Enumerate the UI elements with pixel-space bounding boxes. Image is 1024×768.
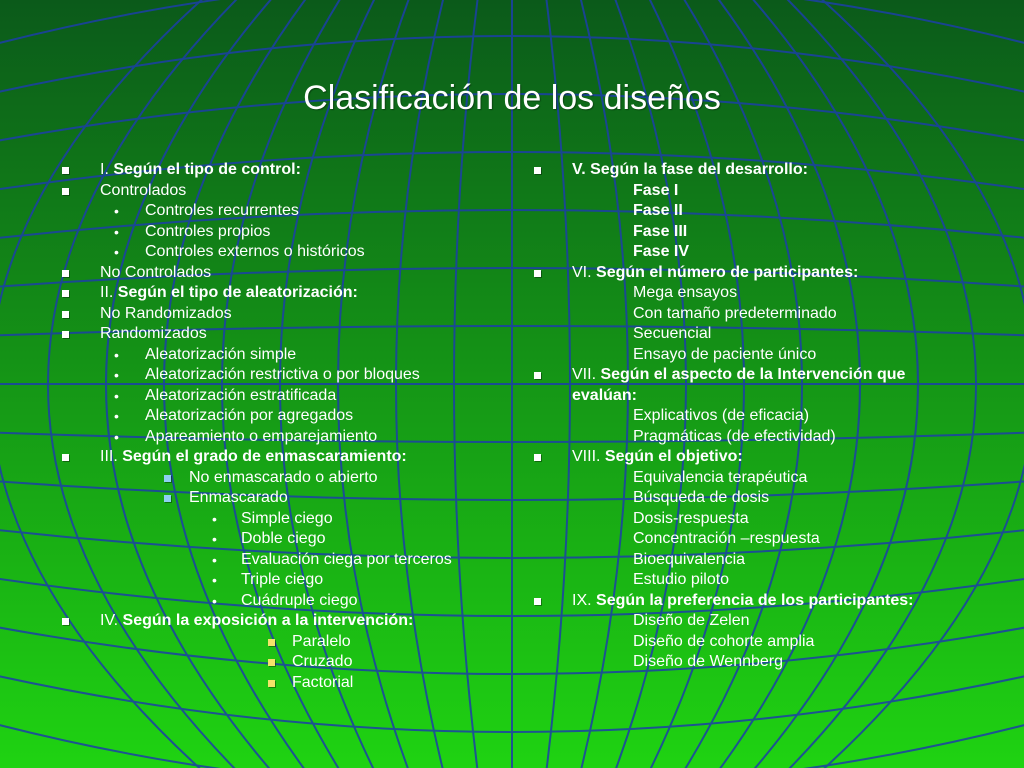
item-label: Enmascarado: [189, 489, 288, 506]
item-label: Diseño de Wennberg: [633, 653, 784, 670]
item-label: Pragmáticas (de efectividad): [633, 427, 836, 445]
list-item: [58, 529, 498, 550]
list-item: [530, 242, 1000, 263]
item-text: [633, 346, 816, 363]
dot-bullet-icon: •: [114, 223, 119, 240]
item-text: [633, 428, 836, 445]
list-item: [58, 345, 498, 366]
dot-bullet-icon: •: [114, 346, 119, 363]
item-text: [633, 612, 750, 629]
list-item: [58, 222, 498, 243]
item-heading: Según el grado de enmascaramiento:: [122, 448, 407, 465]
list-item: [530, 201, 1000, 222]
item-label: Controles propios: [145, 222, 271, 240]
item-text: [100, 264, 211, 281]
item-label: Randomizados: [100, 325, 207, 342]
item-label: Dosis-respuesta: [633, 509, 749, 527]
square-bullet-icon: [534, 598, 541, 605]
item-text: [572, 448, 743, 465]
square-bullet-icon: [62, 270, 69, 277]
item-text: [145, 202, 299, 219]
item-numeral: VIII.: [572, 448, 605, 465]
right-column: [530, 160, 1000, 673]
item-text: [633, 653, 783, 670]
list-item: [58, 488, 498, 509]
list-item: [530, 509, 1000, 530]
square-bullet-icon: [164, 475, 171, 482]
square-bullet-icon: [268, 680, 275, 687]
item-text: [572, 161, 808, 178]
list-item: [58, 652, 498, 673]
item-label: Aleatorización estratificada: [145, 386, 337, 404]
item-text: [100, 284, 358, 301]
item-text: [241, 592, 358, 609]
list-item: [58, 591, 498, 612]
item-text: [145, 223, 270, 240]
slide-title: Clasificación de los diseños: [303, 79, 721, 117]
item-numeral: I.: [100, 161, 114, 178]
item-text: [241, 571, 323, 588]
item-label: Controles recurrentes: [145, 202, 299, 219]
item-label: Mega ensayos: [633, 284, 738, 301]
list-item: [530, 550, 1000, 571]
list-item: [58, 447, 498, 468]
item-label: Doble ciego: [241, 530, 326, 547]
list-item: [530, 468, 1000, 489]
item-text: [145, 428, 377, 445]
square-bullet-icon: [268, 659, 275, 666]
item-label: Secuencial: [633, 325, 712, 342]
list-item: [530, 406, 1000, 427]
square-bullet-icon: [62, 167, 69, 174]
item-label: Controles externos o históricos: [145, 243, 365, 260]
item-heading: Fase IV: [633, 243, 690, 260]
list-item: [530, 181, 1000, 202]
item-text: [241, 530, 326, 547]
dot-bullet-icon: •: [212, 592, 217, 609]
square-bullet-icon: [62, 618, 69, 625]
item-text: [100, 161, 301, 178]
item-heading: Fase III: [633, 222, 688, 240]
dot-bullet-icon: •: [114, 203, 119, 219]
list-item: [58, 632, 498, 653]
item-text: [572, 264, 858, 281]
item-label: Diseño de Zelen: [633, 612, 750, 629]
item-text: [189, 489, 288, 506]
dot-bullet-icon: •: [114, 367, 119, 383]
list-item: [58, 550, 498, 571]
list-item: [58, 324, 498, 345]
item-label: Factorial: [292, 673, 354, 691]
square-bullet-icon: [164, 495, 171, 502]
item-text: [292, 633, 351, 650]
list-item: [530, 324, 1000, 345]
square-bullet-icon: [62, 311, 69, 318]
square-bullet-icon: [268, 639, 275, 646]
item-heading: Según la preferencia de los participantes:: [596, 591, 914, 609]
item-text: [633, 223, 687, 240]
list-item: [58, 201, 498, 222]
list-item: [530, 427, 1000, 448]
item-text: [100, 325, 207, 342]
list-item: [530, 222, 1000, 243]
item-label: Bioequivalencia: [633, 550, 746, 568]
list-item: [58, 283, 498, 304]
list-item: [58, 304, 498, 325]
item-text: [241, 551, 452, 568]
item-heading: Según el tipo de control:: [113, 161, 301, 178]
item-heading: Fase I: [633, 181, 679, 199]
item-text: [100, 612, 413, 629]
list-item: [530, 652, 1000, 673]
list-item: [530, 365, 1000, 406]
item-text: [145, 346, 296, 363]
item-text: [572, 592, 913, 609]
item-heading: Según el tipo de aleatorización:: [117, 284, 358, 301]
square-bullet-icon: [62, 290, 69, 297]
dot-bullet-icon: •: [114, 387, 119, 404]
item-label: Aleatorización restrictiva o por bloques: [145, 366, 420, 383]
item-label: Aleatorización simple: [145, 345, 297, 363]
item-text: [633, 325, 711, 342]
item-text: [633, 284, 737, 301]
left-column: [58, 160, 498, 693]
list-item: [530, 488, 1000, 509]
item-label: No enmascarado o abierto: [189, 468, 378, 486]
item-text: [633, 469, 807, 486]
item-heading: Según la exposición a la intervención:: [122, 612, 414, 629]
item-heading: Según el número de participantes:: [596, 263, 859, 281]
square-bullet-icon: [534, 454, 541, 461]
item-heading: V. Según la fase del desarrollo:: [572, 161, 808, 178]
list-item: [58, 365, 498, 386]
list-item: [58, 181, 498, 202]
square-bullet-icon: [62, 331, 69, 338]
dot-bullet-icon: •: [212, 551, 217, 568]
item-label: Cuádruple ciego: [241, 591, 358, 609]
list-item: [530, 263, 1000, 284]
item-heading: Según el aspecto de la Intervención que evalúan:: [572, 366, 906, 404]
dot-bullet-icon: •: [212, 572, 217, 588]
list-item: [530, 529, 1000, 550]
item-label: Aleatorización por agregados: [145, 407, 354, 424]
item-text: [100, 182, 186, 199]
list-item: [58, 570, 498, 591]
item-text: [633, 182, 678, 199]
item-text: [633, 489, 769, 506]
list-item: [530, 283, 1000, 304]
list-item: [530, 570, 1000, 591]
item-label: Equivalencia terapéutica: [633, 468, 808, 486]
dot-bullet-icon: •: [114, 244, 119, 260]
item-label: Paralelo: [292, 632, 351, 650]
list-item: [58, 611, 498, 632]
list-item: [58, 509, 498, 530]
dot-bullet-icon: •: [212, 510, 217, 527]
dot-bullet-icon: •: [212, 531, 217, 547]
list-item: [530, 160, 1000, 181]
item-text: [100, 448, 407, 465]
list-item: [530, 591, 1000, 612]
item-label: Triple ciego: [241, 571, 324, 588]
item-text: [145, 243, 365, 260]
item-label: Ensayo de paciente único: [633, 345, 817, 363]
item-text: [292, 653, 352, 670]
dot-bullet-icon: •: [114, 408, 119, 424]
item-text: [145, 366, 420, 383]
item-label: Concentración –respuesta: [633, 530, 820, 547]
item-text: [633, 407, 809, 424]
item-text: [633, 305, 837, 322]
item-numeral: III.: [100, 448, 123, 465]
item-text: [633, 243, 689, 260]
item-text: [292, 674, 353, 691]
item-label: Cruzado: [292, 653, 353, 670]
list-item: [530, 304, 1000, 325]
list-item: [530, 447, 1000, 468]
item-text: [633, 202, 683, 219]
item-label: Estudio piloto: [633, 571, 730, 588]
item-text: [633, 530, 820, 547]
item-label: Con tamaño predeterminado: [633, 304, 837, 322]
item-label: Diseño de cohorte amplia: [633, 632, 815, 650]
square-bullet-icon: [62, 188, 69, 195]
list-item: [58, 427, 498, 448]
list-item: [58, 673, 498, 694]
item-heading: Fase II: [633, 202, 683, 219]
item-text: [145, 407, 353, 424]
square-bullet-icon: [534, 372, 541, 379]
item-label: Controlados: [100, 181, 187, 199]
item-label: Apareamiento o emparejamiento: [145, 427, 378, 445]
list-item: [58, 468, 498, 489]
item-heading: Según el objetivo:: [604, 448, 743, 465]
item-numeral: IV.: [100, 612, 123, 629]
item-numeral: II.: [100, 284, 118, 301]
item-text: [572, 366, 905, 404]
item-label: Simple ciego: [241, 509, 333, 527]
item-text: [189, 469, 378, 486]
list-item: [530, 345, 1000, 366]
item-text: [633, 510, 749, 527]
item-label: Evaluación ciega por terceros: [241, 550, 452, 568]
item-text: [241, 510, 333, 527]
list-item: [530, 632, 1000, 653]
square-bullet-icon: [62, 454, 69, 461]
item-label: No Randomizados: [100, 304, 232, 322]
list-item: [530, 611, 1000, 632]
square-bullet-icon: [534, 167, 541, 174]
square-bullet-icon: [534, 270, 541, 277]
item-text: [633, 571, 729, 588]
list-item: [58, 406, 498, 427]
list-item: [58, 263, 498, 284]
item-text: [100, 305, 232, 322]
dot-bullet-icon: •: [114, 428, 119, 445]
item-numeral: IX.: [572, 591, 597, 609]
item-label: No Controlados: [100, 263, 212, 281]
item-text: [633, 633, 814, 650]
item-text: [145, 387, 336, 404]
item-label: Explicativos (de eficacia): [633, 407, 810, 424]
list-item: [58, 242, 498, 263]
list-item: [58, 386, 498, 407]
list-item: [58, 160, 498, 181]
item-label: Búsqueda de dosis: [633, 489, 770, 506]
item-numeral: VII.: [572, 366, 601, 383]
item-text: [633, 551, 745, 568]
item-numeral: VI.: [572, 263, 597, 281]
